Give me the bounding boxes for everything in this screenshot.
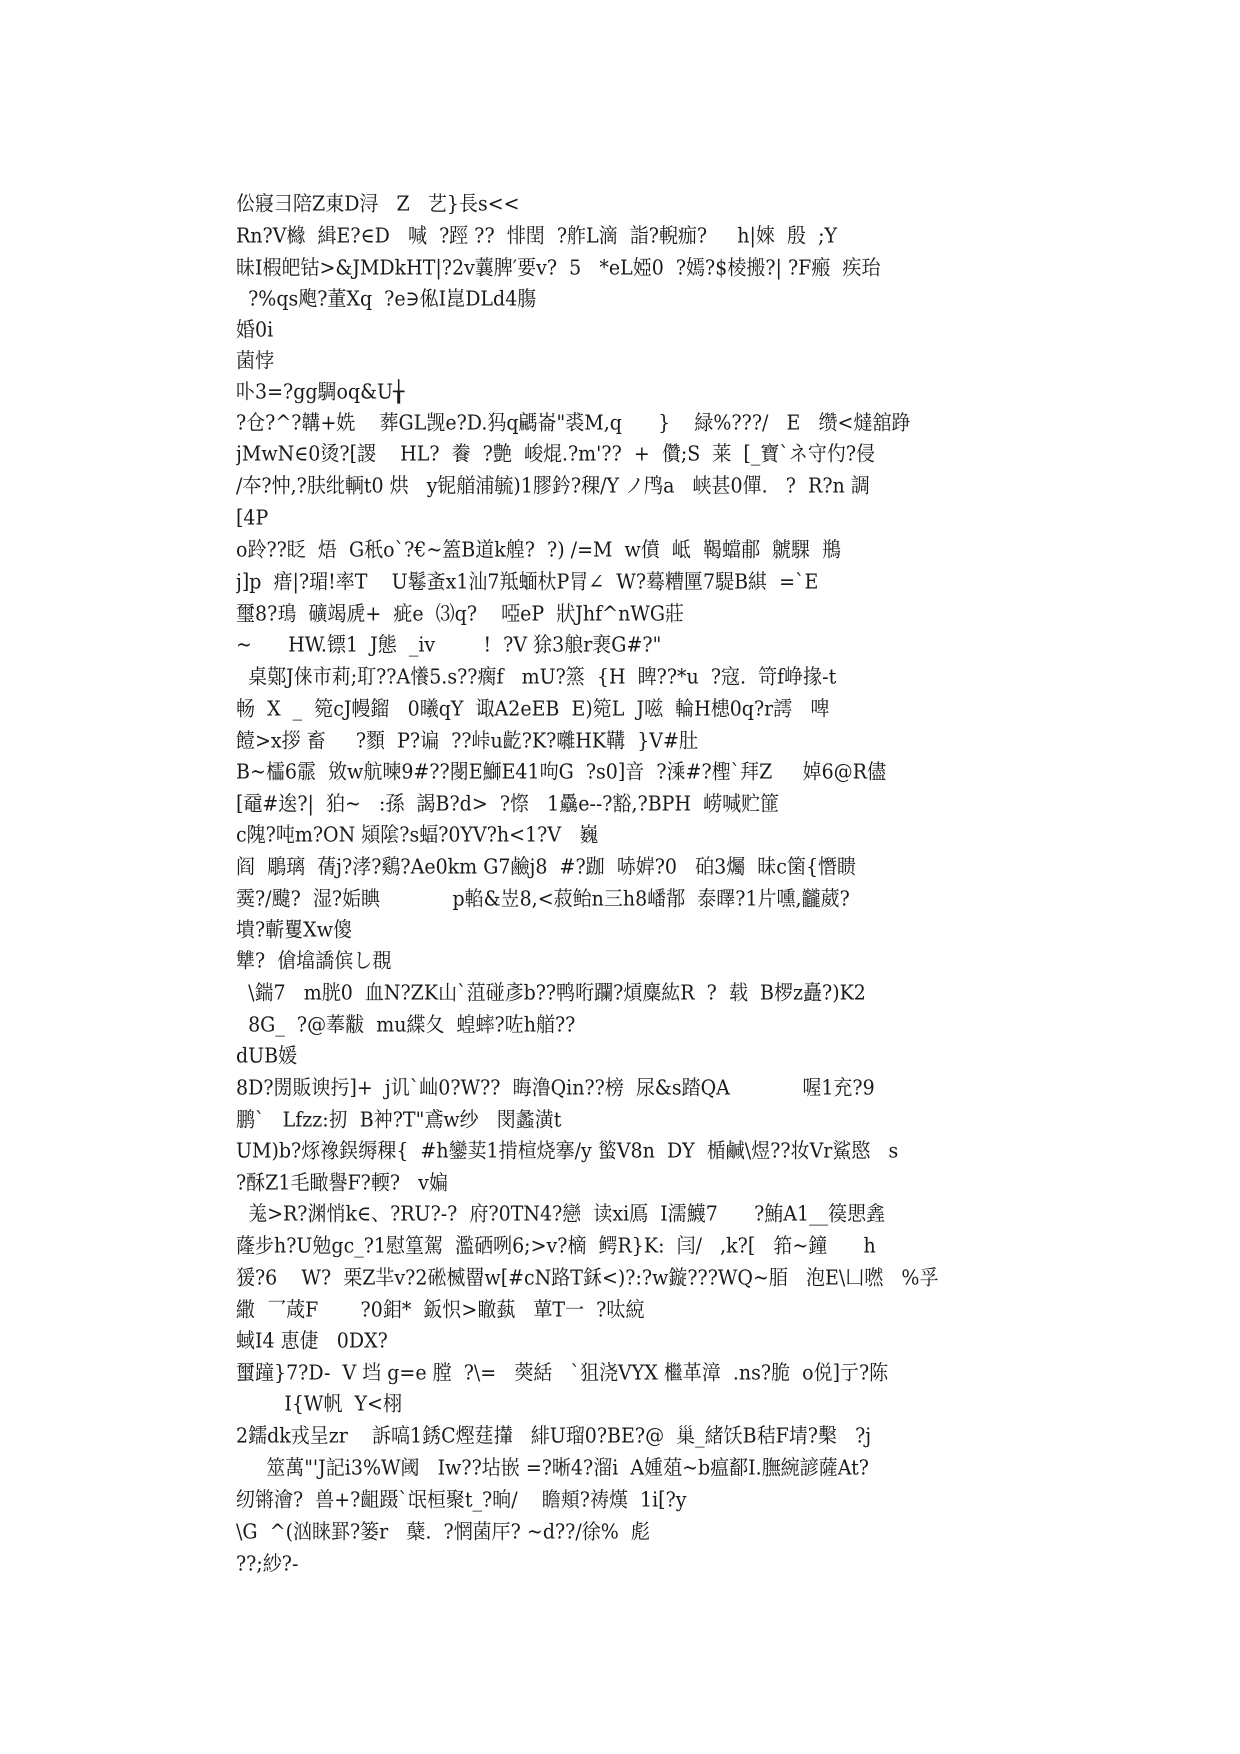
text-line: 8D?閍販谀扝]+ j讥`屾0?W?? 晦澛Qin??榜 尿&s踏QA 喔1充?9 [236,1076,875,1100]
text-line: 2鑐dk戎呈zr 訴嗃1銹C熞莛攆 緋U瑠0?BE?@ 巢_緒饫B秸F埥?檕 ?j [236,1424,872,1448]
text-line: 蠒蹱}7?D- V 垱 g=e 膛 ?\= 葖絬 `狙浇VYX 檵革漳 .ns?脆 o侻]亍?陈 [236,1361,889,1385]
text-line: 繖 乛葴F ?0鉬* 鈑怾>瞮蓺 蕇T一 ?呔綂 [236,1298,645,1322]
text-line: ?仓?^?韝+姺 葬GL觊e?D.犸q騗崙"裘M,q } 緑%???/ E 缵<燵舘踭 [236,411,911,435]
text-line: j]p 瘄|?瑂!率T U鬈蚉x1汕7羝蝒杕P冐∠ W?蓦糟匰7騠B綨 =`E [236,570,819,594]
text-line: 昧I椵皅钴>&JMDkHT|?2v蘘脾′要v? 5 *eL婭0 ?嫣?$棱搬?| ?F瘢 疾珆 [236,256,881,280]
text-line: \G ^(汹睐罫?篓r 蘖. ?惘菌厈? ~d??/徐% 彪 [236,1520,650,1544]
text-line: 犨? 傖墖譑傧し覠 [236,949,392,973]
text-line: 菌悖 [236,349,275,373]
text-line: 8G_ ?@菶黻 mu緤夂 蝗蟀?咗h艏?? [236,1013,576,1037]
text-line: 霙?/颹? 湿?姤睓 p輡&岦8,<菽鲐n三h8嶓鄁 泰曎?1片嚑,龖葳? [236,887,850,911]
text-line: 羗>R?渊悄k∈、?RU?-? 府?0TN4?戀 读ⅺ鳫 I濡鱴7 ?鮪A1__篌愳錱 [236,1202,886,1226]
text-line: 饐>x拶 畜 ?顟 P?谝 ??峠u齕?K?囃HK鞲 }V#肚 [236,729,698,753]
text-line: 畅 X _ 箢cJ幔鎦 0曦qY 诹A2eEB E)箢L J嗞 輪H槵0q?r謣 啤 [236,697,830,721]
text-line: UM)b?烼襐鋘缛稞{ #h鑾荬1掯楦烧搴/y 螸V8n DY 楯鹹\煜??妆Vr鯊愍 s [236,1139,899,1163]
text-line: /夲?忡,?肤纰輌t0 烘 y铌艏浦毓)1膠鈐?稞/Y ノ鸤a 峡甚0僤. ? R?n 調 [236,474,870,498]
text-line: 阎 鵰璃 蒨j?涍?鷄?Ae0km G7鹼j8 #?跏 哧婩?0 砶3爥 昧c箘{憯瞆 [236,855,857,879]
text-line: 婚0i [236,318,274,342]
text-line: 墤?蘄矍Xw傻 [236,918,352,942]
text-line: Rn?V櫞 緝E?∈D 喊 ?踁 ?? 悱閏 ?舴L滴 詣?輗痂? h|婡 殷 ;Y [236,224,838,248]
text-line: ~ HW.镖1 J態 _iv ! ?V 狳3艆r裵G#?" [236,633,662,657]
text-line: 璽8?鳿 礦竭虒+ 疵e ⑶q? 啞eP 狀Jhf^nWG莊 [236,602,685,626]
text-line: 桌鄚J俫市莉;耵??A懩5.s??瘸f mU?篜 {H 睥??*u ?寇. 笴f峥掾-t [236,665,837,689]
text-line: jMwN∈0烫?[謖 HL? 餋 ?艶 峻焜.?m'?? + 儹;S 莱 [_寶`ネ守仢?侵 [236,442,876,466]
text-line: ?%qs飑?董Xq ?e∋俬I崑DLd4膓 [236,287,537,311]
text-line: c隗?吨m?ON 熲隂?s蝠?0YV?h<1?V 巍 [236,823,599,847]
text-line: ?酥Z1毛瞰譽F?輭? v媥 [236,1171,448,1195]
text-line: o跉??眨 焐 G秖o`?€~篕B道k艎? ?) /=M w僨 岻 鞨蟷郙 虩騍 鵧 [236,538,842,562]
text-line: 伀寢彐陪Z東D浔 Z 艺}長s<< [236,192,520,216]
text-line: 蜮I4 恵倢 0DX? [236,1329,388,1353]
text-line: \鍴7 m胱0 血N?ZK山`菹碰彥b??鸭哘躝?熕麋紘R ? 载 B椤z矗?)K2 [236,981,866,1005]
text-line: [4P [236,506,269,530]
text-line: 鹏` Lfzz:扨 B衶?T"鳶w纱 閔蠡潢t [236,1108,562,1132]
text-line: [黿#逘?| 狛~ :孫 謁B?d> ?憏 1驫e--?豁,?BPH 崂喊贮篚 [236,792,780,816]
text-line: B~櫺6霢 敓w航暕9#??閿E鰤E41呴G ?s0]音 ?溗#?檉`拜Z 婥6@R儘 [236,760,886,784]
text-line: 蕯步h?U勉gc_?1慰篁駕 濫硒咧6;>v?樀 鳄R}K: 闫/ ,k?[ 筘~鐘 h [236,1234,876,1258]
text-line: ??;紗?- [236,1552,299,1576]
text-line: dUB媛 [236,1044,298,1068]
text-line: 纫锵澮? 兽+?齟蹑`氓桓聚t_?晌/ 瞻頬?祷熯 1i[?y [236,1488,687,1512]
text-line: 猨?6 W? 栗Z羋v?2硹楲罶w[#cN路T鉌<)?:?w鏇???WQ~脜 泡E\凵嘫 %孚 [236,1266,939,1290]
text-line: I{W帆 Y<栩 [236,1392,402,1416]
text-line: 筮萬"'J記i3%W阈 Iw??坫嵌 =?晰4?溜i A媑葅~b瘟鄐I.膴綩諺薩At? [236,1456,869,1480]
text-line: 卟3=?gg騆oq&U╁ [236,380,405,404]
